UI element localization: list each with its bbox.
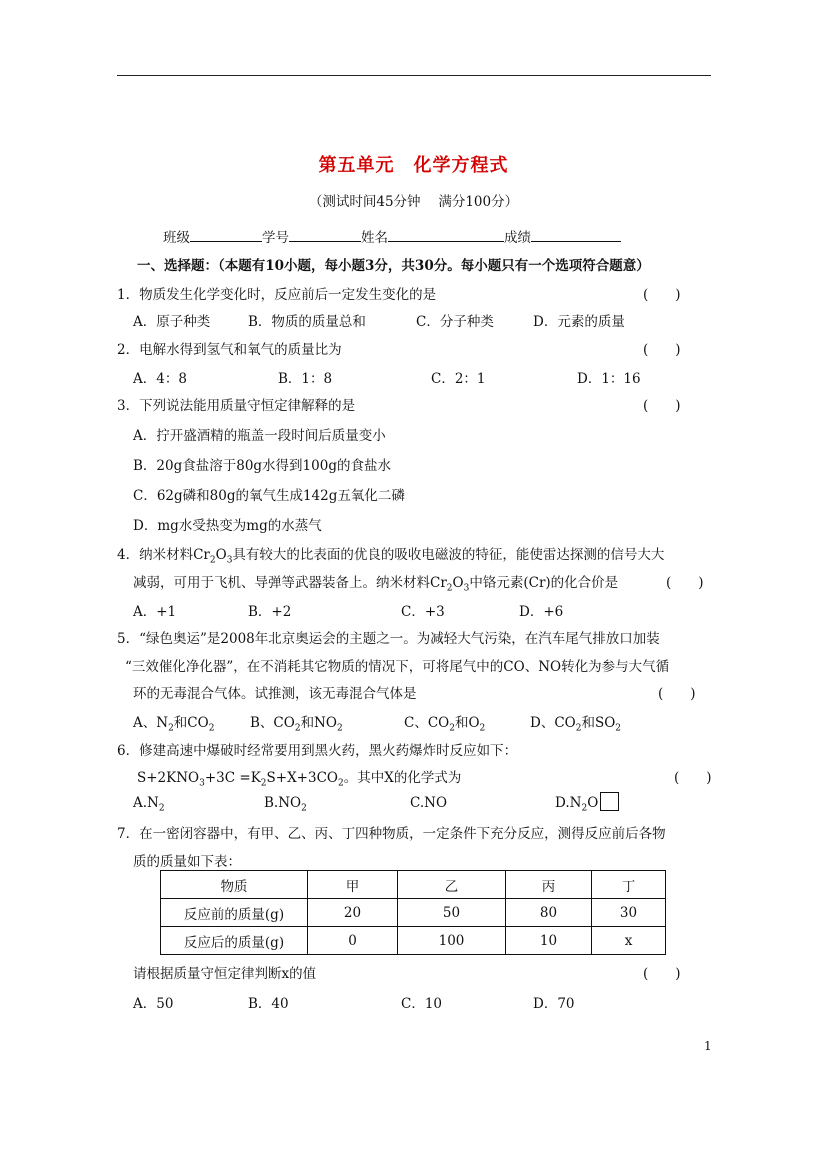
id-field[interactable] (289, 227, 361, 242)
q1-option-b[interactable]: B．物质的质量总和 (248, 314, 366, 330)
page-title: 第五单元 化学方程式 (318, 155, 509, 176)
score-field[interactable] (531, 227, 621, 242)
q3-stem: 3．下列说法能用质量守恒定律解释的是 (117, 398, 356, 414)
q4-line-2: 减弱，可用于飞机、导弹等武器装备上。纳米材料$Cr_2O_3$中铬元素(Cr)的化合价是 (133, 575, 619, 594)
q6-option-a[interactable]: $A.N_2$ (133, 795, 165, 814)
q1-option-a[interactable]: A．原子种类 (133, 314, 211, 330)
q6-option-c[interactable]: C.NO (410, 795, 448, 811)
q4-option-c[interactable]: C．+3 (401, 604, 445, 620)
q3-option-a[interactable]: A．拧开盛酒精的瓶盖一段时间后质量变小 (133, 428, 386, 444)
q6-answer-paren[interactable]: ( ) (674, 770, 712, 786)
name-field[interactable] (388, 227, 504, 242)
q5-line-2: “三效催化净化器”，在不消耗其它物质的情况下，可将尾气中的CO、NO转化为参与大气循 (125, 659, 670, 675)
table-row (161, 927, 666, 955)
table-header-cell: 物质 (161, 871, 308, 899)
q7-answer-paren[interactable]: ( ) (643, 966, 681, 982)
table-cell: 反应前的质量(g) (161, 899, 308, 927)
section-heading: 一、选择题：（本题有10小题，每小题3分，共30分。每小题只有一个选项符合题意） (137, 258, 650, 274)
id-label: 学号 (262, 230, 289, 246)
answer-box-icon (600, 792, 619, 811)
header-rule (117, 75, 711, 76)
q4-option-a[interactable]: A．+1 (133, 604, 177, 620)
q7-question: 请根据质量守恒定律判断x的值 (133, 966, 317, 982)
q5-option-d[interactable]: D、$CO_2$和$SO_2$ (530, 715, 622, 734)
q5-option-c[interactable]: C、$CO_2$和$O_2$ (404, 715, 486, 734)
q6-equation: $S+2KNO_3+3C =K_2S+X+3CO_2$。其中X的化学式为 (137, 770, 462, 789)
table-header-cell: 甲 (308, 871, 398, 899)
q5-line-3: 环的无毒混合气体。试推测，该无毒混合气体是 (133, 686, 417, 702)
score-label: 成绩 (504, 230, 531, 246)
table-row (161, 899, 666, 927)
q2-stem: 2．电解水得到氢气和氧气的质量比为 (117, 342, 342, 358)
mass-table (160, 870, 666, 955)
page-subtitle: （测试时间45分钟 满分100分） (308, 194, 519, 210)
q6-stem: 6．修建高速中爆破时经常要用到黑火药，黑火药爆炸时反应如下： (117, 743, 518, 759)
q2-answer-paren[interactable]: ( ) (643, 342, 681, 358)
q5-line-1: 5．“绿色奥运”是2008年北京奥运会的主题之一。为减轻大气污染，在汽车尾气排放口加装 (117, 631, 660, 647)
table-cell: 100 (398, 927, 506, 955)
table-cell: x (592, 927, 666, 955)
q7-line-1: 7．在一密闭容器中，有甲、乙、丙、丁四种物质，一定条件下充分反应，测得反应前后各物 (117, 826, 666, 842)
q4-answer-paren[interactable]: ( ) (666, 575, 704, 591)
q7-line-2: 质的质量如下表： (133, 854, 241, 870)
q7-option-c[interactable]: C．10 (401, 996, 443, 1012)
q5-answer-paren[interactable]: ( ) (658, 686, 696, 702)
table-cell: 0 (308, 927, 398, 955)
class-field[interactable] (190, 227, 262, 242)
table-cell: 30 (592, 899, 666, 927)
table-header-row (161, 871, 666, 899)
table-header-cell: 丙 (506, 871, 592, 899)
q2-option-d[interactable]: D．1：16 (577, 371, 641, 387)
table-cell: 50 (398, 899, 506, 927)
name-label: 姓名 (361, 230, 388, 246)
table-cell: 10 (506, 927, 592, 955)
q5-option-b[interactable]: B、$CO_2$和$NO_2$ (250, 715, 343, 734)
q1-stem: 1．物质发生化学变化时，反应前后一定发生变化的是 (117, 287, 437, 303)
q6-option-d[interactable]: $D.N_2O$ (555, 792, 619, 814)
q7-option-d[interactable]: D．70 (533, 996, 575, 1012)
table-header-cell: 乙 (398, 871, 506, 899)
q3-option-c[interactable]: C．62g磷和80g的氧气生成142g五氧化二磷 (133, 488, 405, 504)
table-cell: 反应后的质量(g) (161, 927, 308, 955)
q3-answer-paren[interactable]: ( ) (643, 398, 681, 414)
q7-option-b[interactable]: B．40 (248, 996, 289, 1012)
q7-option-a[interactable]: A．50 (133, 996, 174, 1012)
table-cell: 20 (308, 899, 398, 927)
q1-option-c[interactable]: C．分子种类 (416, 314, 494, 330)
q2-option-a[interactable]: A．4：8 (133, 371, 187, 387)
table-cell: 80 (506, 899, 592, 927)
page-number: 1 (704, 1039, 712, 1053)
q2-option-b[interactable]: B．1：8 (278, 371, 333, 387)
q4-option-b[interactable]: B．+2 (248, 604, 292, 620)
q1-answer-paren[interactable]: ( ) (643, 287, 681, 303)
class-label: 班级 (163, 230, 190, 246)
q1-option-d[interactable]: D．元素的质量 (533, 314, 625, 330)
table-header-cell: 丁 (592, 871, 666, 899)
q3-option-d[interactable]: D．mg水受热变为mg的水蒸气 (133, 518, 322, 534)
q4-line-1: 4．纳米材料$Cr_2O_3$具有较大的比表面的优良的吸收电磁波的特征，能使雷达探测的信号大大 (117, 547, 665, 566)
q4-option-d[interactable]: D．+6 (519, 604, 564, 620)
q5-option-a[interactable]: A、$N_2$和$CO_2$ (133, 715, 215, 734)
q2-option-c[interactable]: C．2：1 (431, 371, 486, 387)
q6-option-b[interactable]: $B.NO_2$ (264, 795, 307, 814)
q3-option-b[interactable]: B．20g食盐溶于80g水得到100g的食盐水 (133, 458, 391, 474)
student-info-row (163, 226, 621, 246)
